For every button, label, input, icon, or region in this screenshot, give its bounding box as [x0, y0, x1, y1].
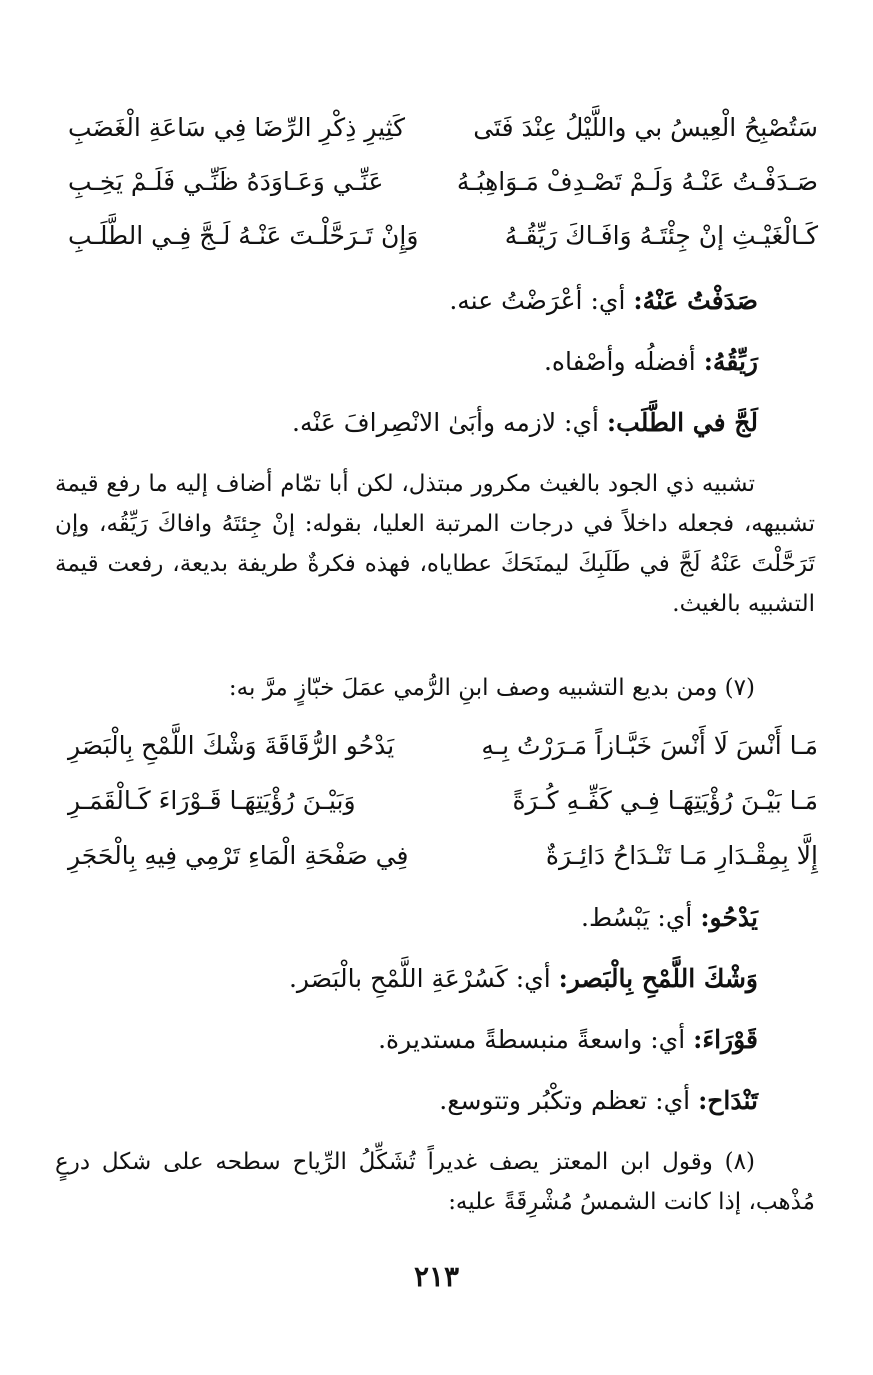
gloss-definition: أي: أعْرَضْتُ عنه.: [449, 286, 634, 315]
example-heading: (٧) ومن بديع التشبيه وصف ابنِ الرُّمي عمَلَ خبّازٍ مرَّ به:: [228, 675, 755, 701]
second-hemistich: وَإِنْ تَـرَحَّلْـتَ عَنْـهُ لَـجَّ فِـي الطَّلَـبِ: [68, 221, 419, 250]
commentary-paragraph: تشبيه ذي الجود بالغيث مكرور مبتذل، لكن أبا تمّام أضاف إليه ما رفع قيمة تشبيهه، فجعله داخلاً في درجات المرتبة العليا، بقوله: إنْ جِئتَهُ وافاكَ رَيِّقُه، وإن تَرَحَّلْتَ عَنْهُ لَجَّ في طَلَبِكَ ليمنَحَكَ عطاياه، فهذه فكرةٌ طريفة بديعة، رفعت قيمة التشبيه بالغيث.: [55, 471, 815, 617]
gloss-definition: أي: كَسُرْعَةِ اللَّمْحِ بالْبَصَر.: [288, 964, 559, 993]
first-hemistich: مَـا أَنْسَ لَا أَنْسَ خَبَّـازاً مَـرَرْتُ بِـهِ: [481, 731, 818, 760]
gloss-definition: أفضلُه وأصْفاه.: [543, 347, 704, 376]
verse-line: [68, 156, 818, 208]
gloss-term: يَدْحُو:: [700, 903, 758, 932]
gloss-entry: [60, 1076, 758, 1126]
gloss-entry: [60, 893, 758, 943]
first-hemistich: سَتُصْبِحُ الْعِيسُ بي واللَّيْلُ عِنْدَ فَتَى: [473, 113, 818, 142]
page-number: ٢١٣: [413, 1260, 460, 1293]
gloss-term: وَشْكَ اللَّمْحِ بِالْبَصر:: [558, 964, 758, 993]
gloss-term: قَوْرَاءَ:: [693, 1025, 758, 1054]
gloss-term: صَدَفْتُ عَنْهُ:: [633, 286, 758, 315]
gloss-definition: أي: يَبْسُط.: [581, 903, 701, 932]
gloss-definition: أي: تعظم وتكْبُر وتتوسع.: [439, 1086, 699, 1115]
verse-line: [68, 720, 818, 772]
first-hemistich: كَـالْغَيْـثِ إنْ جِئْتَـهُ وَافَـاكَ رَيِّقُـهُ: [504, 221, 818, 250]
gloss-entry: [60, 1015, 758, 1065]
verse-line: [68, 102, 818, 154]
gloss-entry: [60, 276, 758, 326]
gloss-entry: [60, 337, 758, 387]
gloss-term: تَنْدَاح:: [698, 1086, 758, 1115]
second-hemistich: عَنِّـي وَعَـاوَدَهُ ظَنِّـي فَلَـمْ يَخِـبِ: [68, 167, 384, 196]
gloss-definition: أي: لازمه وأبَىٰ الانْصِرافَ عَنْه.: [292, 408, 607, 437]
second-hemistich: يَدْحُو الرُّقَاقَةَ وَشْكَ اللَّمْحِ بِالْبَصَرِ: [68, 731, 395, 760]
commentary-paragraph: (٨) وقول ابن المعتز يصف غديراً تُشَكِّلُ الرِّياح سطحه على شكل درعٍ مُذْهب، إذا كانت الشمسُ مُشْرِقَةً عليه:: [55, 1149, 815, 1215]
gloss-term: رَيِّقُهُ:: [703, 347, 758, 376]
gloss-entry: [60, 954, 758, 1004]
verse-line: [68, 210, 818, 262]
second-hemistich: كَثِيرِ ذِكْرِ الرِّضَا فِي سَاعَةِ الْغَضَبِ: [68, 113, 406, 142]
verse-line: [68, 830, 818, 882]
first-hemistich: مَـا بَيْـنَ رُؤْيَتِهَـا فِـي كَفِّـهِ كُـرَةً: [512, 786, 818, 815]
gloss-term: لَجَّ في الطَّلَب:: [606, 408, 758, 437]
first-hemistich: صَـدَفْـتُ عَنْـهُ وَلَـمْ تَصْـدِفْ مَـوَاهِبُـهُ: [456, 167, 818, 196]
gloss-definition: أي: واسعةً منبسطةً مستديرة.: [378, 1025, 694, 1054]
verse-line: [68, 775, 818, 827]
second-hemistich: فِي صَفْحَةِ الْمَاءِ تَرْمِي فِيهِ بِالْحَجَرِ: [68, 841, 409, 870]
gloss-entry: [60, 398, 758, 448]
second-hemistich: وَبَيْـنَ رُؤْيَتِهَـا قَـوْرَاءَ كَـالْقَمَـرِ: [68, 786, 356, 815]
first-hemistich: إِلَّا بِمِقْـدَارِ مَـا تَنْـدَاحُ دَائِـرَةٌ: [545, 841, 818, 870]
